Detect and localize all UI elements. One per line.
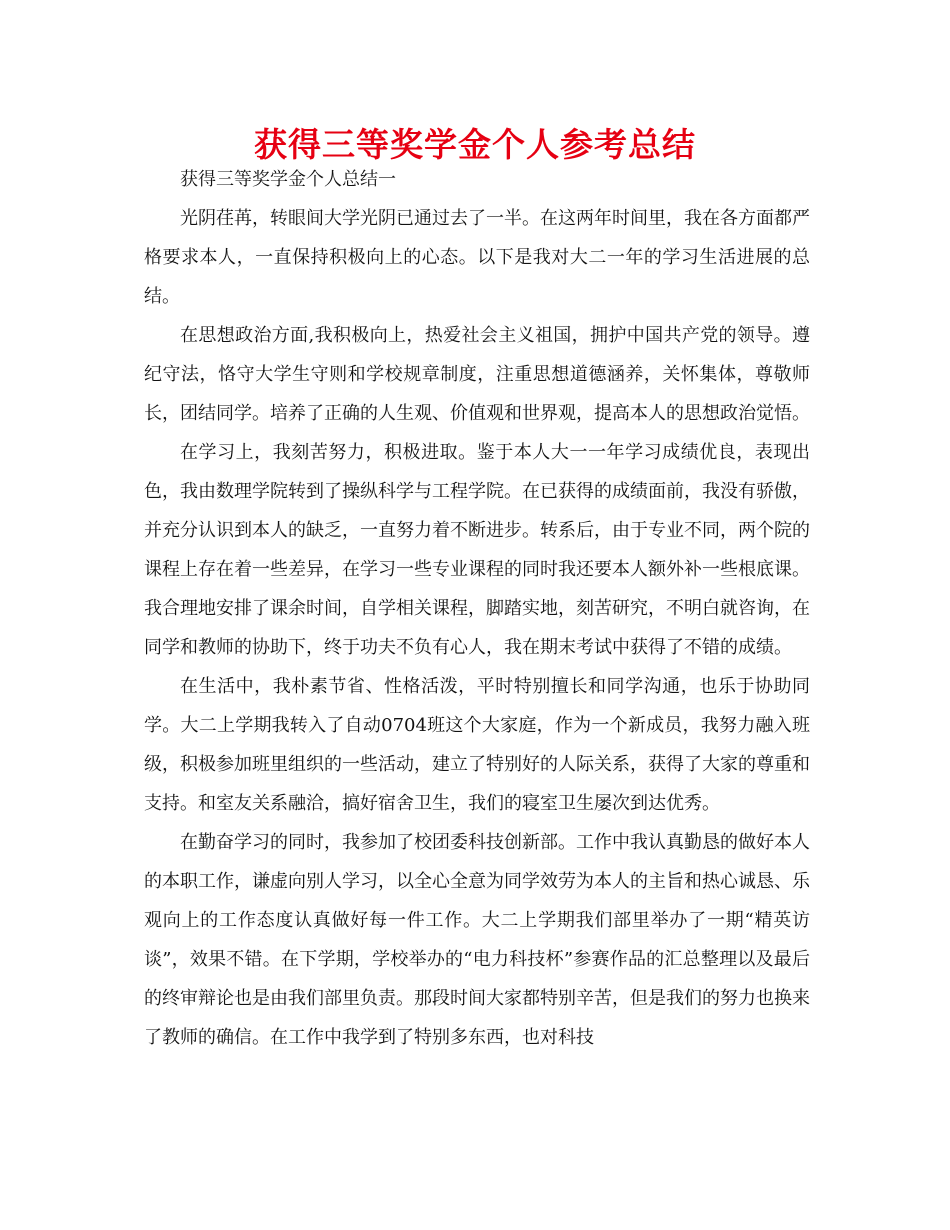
- subtitle-paragraph: 获得三等奖学金个人总结一: [180, 169, 396, 190]
- intro-paragraph: 光阴荏苒，转眼间大学光阴已通过去了一半。在这两年时间里，我在各方面都严格要求本人，一直保持积极向上的心态。以下是我对大二一年的学习生活进展的总结。: [144, 208, 810, 307]
- politics-paragraph: 在思想政治方面,我积极向上，热爱社会主义祖国，拥护中国共产党的领导。遵纪守法，恪守大学生守则和学校规章制度，注重思想道德涵养，关怀集体，尊敬师长，团结同学。培养了正确的人生观、价值观和世界观，提高本人的思想政治觉悟。: [144, 325, 810, 424]
- work-paragraph: 在勤奋学习的同时，我参加了校团委科技创新部。工作中我认真勤恳的做好本人的本职工作，谦虚向别人学习，以全心全意为同学效劳为本人的主旨和热心诚恳、乐观向上的工作态度认真做好每一件工作。大二上学期我们部里举办了一期“精英访谈”，效果不错。在下学期，学校举办的“电力科技杯”参赛作品的汇总整理以及最后的终审辩论也是由我们部里负责。那段时间大家都特别辛苦，但是我们的努力也换来了教师的确信。在工作中我学到了特别多东西，也对科技: [144, 832, 810, 1048]
- document-body: [144, 160, 810, 1057]
- study-paragraph: 在学习上，我刻苦努力，积极进取。鉴于本人大一一年学习成绩优良，表现出色，我由数理学院转到了操纵科学与工程学院。在已获得的成绩面前，我没有骄傲，并充分认识到本人的缺乏，一直努力着不断进步。转系后，由于专业不同，两个院的课程上存在着一些差异，在学习一些专业课程的同时我还要本人额外补一些根底课。我合理地安排了课余时间，自学相关课程，脚踏实地，刻苦研究，不明白就咨询，在同学和教师的协助下，终于功夫不负有心人，我在期末考试中获得了不错的成绩。: [144, 442, 810, 658]
- life-paragraph: 在生活中，我朴素节省、性格活泼，平时特别擅长和同学沟通，也乐于协助同学。大二上学期我转入了自动0704班这个大家庭，作为一个新成员，我努力融入班级，积极参加班里组织的一些活动，建立了特别好的人际关系，获得了大家的尊重和支持。和室友关系融洽，搞好宿舍卫生，我们的寝室卫生屡次到达优秀。: [144, 676, 810, 814]
- document-title: 获得三等奖学金个人参考总结: [254, 125, 696, 164]
